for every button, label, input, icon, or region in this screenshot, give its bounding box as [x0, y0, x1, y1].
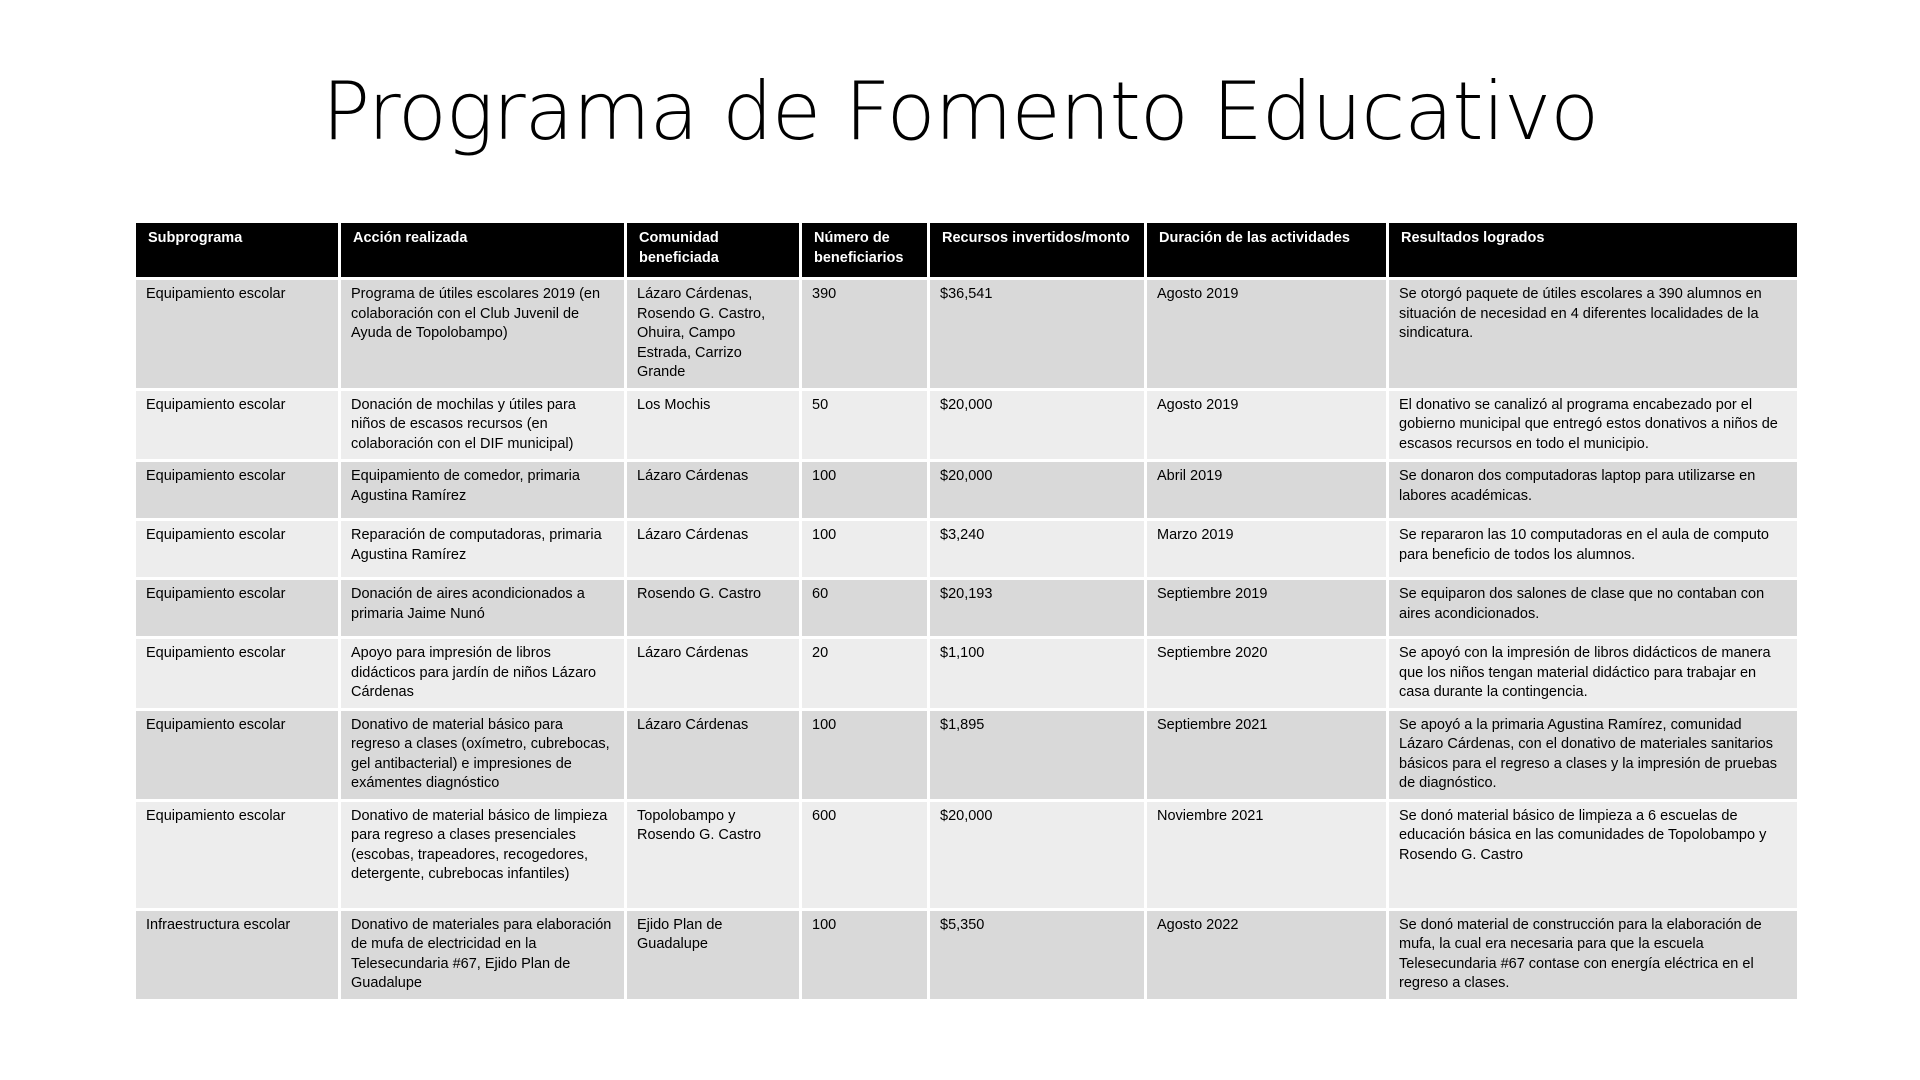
- header-subprograma: Subprograma: [135, 222, 340, 279]
- cell-comunidad: Topolobampo y Rosendo G. Castro: [626, 800, 801, 909]
- cell-duracion: Noviembre 2021: [1146, 800, 1388, 909]
- header-duracion-actividades: Duración de las actividades: [1146, 222, 1388, 279]
- cell-monto: $5,350: [929, 909, 1146, 1000]
- cell-resultados: Se donó material básico de limpieza a 6 escuelas de educación básica en las comunidades de Topolobampo y Rosendo G. Castro: [1388, 800, 1799, 909]
- cell-subprograma: Infraestructura escolar: [135, 909, 340, 1000]
- table-row: [135, 909, 1799, 1000]
- cell-duracion: Septiembre 2019: [1146, 579, 1388, 638]
- cell-comunidad: Lázaro Cárdenas, Rosendo G. Castro, Ohuira, Campo Estrada, Carrizo Grande: [626, 279, 801, 390]
- cell-monto: $20,193: [929, 579, 1146, 638]
- cell-beneficiarios: 100: [801, 709, 929, 800]
- cell-accion: Donación de mochilas y útiles para niños de escasos recursos (en colaboración con el DIF municipal): [340, 389, 626, 461]
- cell-accion: Apoyo para impresión de libros didácticos para jardín de niños Lázaro Cárdenas: [340, 638, 626, 710]
- table-row: [135, 638, 1799, 710]
- header-comunidad-beneficiada: Comunidad beneficiada: [626, 222, 801, 279]
- cell-beneficiarios: 100: [801, 909, 929, 1000]
- table-row: [135, 520, 1799, 579]
- cell-duracion: Agosto 2019: [1146, 389, 1388, 461]
- table-row: [135, 709, 1799, 800]
- table-header-row: [135, 222, 1799, 279]
- cell-duracion: Septiembre 2020: [1146, 638, 1388, 710]
- cell-duracion: Marzo 2019: [1146, 520, 1388, 579]
- header-resultados-logrados: Resultados logrados: [1388, 222, 1799, 279]
- cell-resultados: Se donó material de construcción para la elaboración de mufa, la cual era necesaria para que la escuela Telesecundaria #67 contase con energía eléctrica en el regreso a clases.: [1388, 909, 1799, 1000]
- cell-monto: $36,541: [929, 279, 1146, 390]
- cell-monto: $20,000: [929, 461, 1146, 520]
- header-accion-realizada: Acción realizada: [340, 222, 626, 279]
- cell-monto: $20,000: [929, 800, 1146, 909]
- cell-accion: Equipamiento de comedor, primaria Agustina Ramírez: [340, 461, 626, 520]
- cell-duracion: Abril 2019: [1146, 461, 1388, 520]
- cell-beneficiarios: 60: [801, 579, 929, 638]
- cell-accion: Programa de útiles escolares 2019 (en colaboración con el Club Juvenil de Ayuda de Topolobampo): [340, 279, 626, 390]
- cell-subprograma: Equipamiento escolar: [135, 800, 340, 909]
- cell-accion: Donativo de material básico de limpieza para regreso a clases presenciales (escobas, trapeadores, recogedores, detergente, cubrebocas infantiles): [340, 800, 626, 909]
- table-row: [135, 800, 1799, 909]
- cell-resultados: Se repararon las 10 computadoras en el aula de computo para beneficio de todos los alumnos.: [1388, 520, 1799, 579]
- table-row: [135, 461, 1799, 520]
- cell-beneficiarios: 390: [801, 279, 929, 390]
- cell-subprograma: Equipamiento escolar: [135, 638, 340, 710]
- header-recursos-invertidos: Recursos invertidos/monto: [929, 222, 1146, 279]
- cell-monto: $3,240: [929, 520, 1146, 579]
- cell-beneficiarios: 50: [801, 389, 929, 461]
- cell-accion: Reparación de computadoras, primaria Agustina Ramírez: [340, 520, 626, 579]
- cell-monto: $1,100: [929, 638, 1146, 710]
- cell-accion: Donación de aires acondicionados a primaria Jaime Nunó: [340, 579, 626, 638]
- cell-subprograma: Equipamiento escolar: [135, 279, 340, 390]
- cell-beneficiarios: 600: [801, 800, 929, 909]
- cell-duracion: Agosto 2022: [1146, 909, 1388, 1000]
- cell-subprograma: Equipamiento escolar: [135, 461, 340, 520]
- cell-comunidad: Lázaro Cárdenas: [626, 520, 801, 579]
- cell-resultados: Se donaron dos computadoras laptop para utilizarse en labores académicas.: [1388, 461, 1799, 520]
- cell-comunidad: Ejido Plan de Guadalupe: [626, 909, 801, 1000]
- cell-beneficiarios: 100: [801, 520, 929, 579]
- program-table: [133, 220, 1800, 1002]
- cell-comunidad: Rosendo G. Castro: [626, 579, 801, 638]
- cell-subprograma: Equipamiento escolar: [135, 520, 340, 579]
- cell-accion: Donativo de materiales para elaboración de mufa de electricidad en la Telesecundaria #67, Ejido Plan de Guadalupe: [340, 909, 626, 1000]
- slide-title: Programa de Fomento Educativo: [321, 65, 1599, 158]
- cell-duracion: Septiembre 2021: [1146, 709, 1388, 800]
- cell-beneficiarios: 100: [801, 461, 929, 520]
- table-row: [135, 579, 1799, 638]
- cell-resultados: Se apoyó a la primaria Agustina Ramírez, comunidad Lázaro Cárdenas, con el donativo de materiales sanitarios básicos para el regreso a clases y la impresión de pruebas de diagnóstico.: [1388, 709, 1799, 800]
- cell-beneficiarios: 20: [801, 638, 929, 710]
- cell-accion: Donativo de material básico para regreso a clases (oxímetro, cubrebocas, gel antibacterial) e impresiones de exámentes diagnóstico: [340, 709, 626, 800]
- cell-comunidad: Los Mochis: [626, 389, 801, 461]
- cell-monto: $1,895: [929, 709, 1146, 800]
- cell-monto: $20,000: [929, 389, 1146, 461]
- cell-subprograma: Equipamiento escolar: [135, 579, 340, 638]
- cell-comunidad: Lázaro Cárdenas: [626, 709, 801, 800]
- cell-duracion: Agosto 2019: [1146, 279, 1388, 390]
- cell-resultados: Se otorgó paquete de útiles escolares a 390 alumnos en situación de necesidad en 4 diferentes localidades de la sindicatura.: [1388, 279, 1799, 390]
- table-row: [135, 389, 1799, 461]
- cell-resultados: El donativo se canalizó al programa encabezado por el gobierno municipal que entregó estos donativos a niños de escasos recursos en todo el municipio.: [1388, 389, 1799, 461]
- cell-subprograma: Equipamiento escolar: [135, 389, 340, 461]
- header-numero-beneficiarios: Número de beneficiarios: [801, 222, 929, 279]
- cell-resultados: Se apoyó con la impresión de libros didácticos de manera que los niños tengan material didáctico para trabajar en casa durante la contingencia.: [1388, 638, 1799, 710]
- cell-resultados: Se equiparon dos salones de clase que no contaban con aires acondicionados.: [1388, 579, 1799, 638]
- table-row: [135, 279, 1799, 390]
- cell-comunidad: Lázaro Cárdenas: [626, 461, 801, 520]
- cell-subprograma: Equipamiento escolar: [135, 709, 340, 800]
- cell-comunidad: Lázaro Cárdenas: [626, 638, 801, 710]
